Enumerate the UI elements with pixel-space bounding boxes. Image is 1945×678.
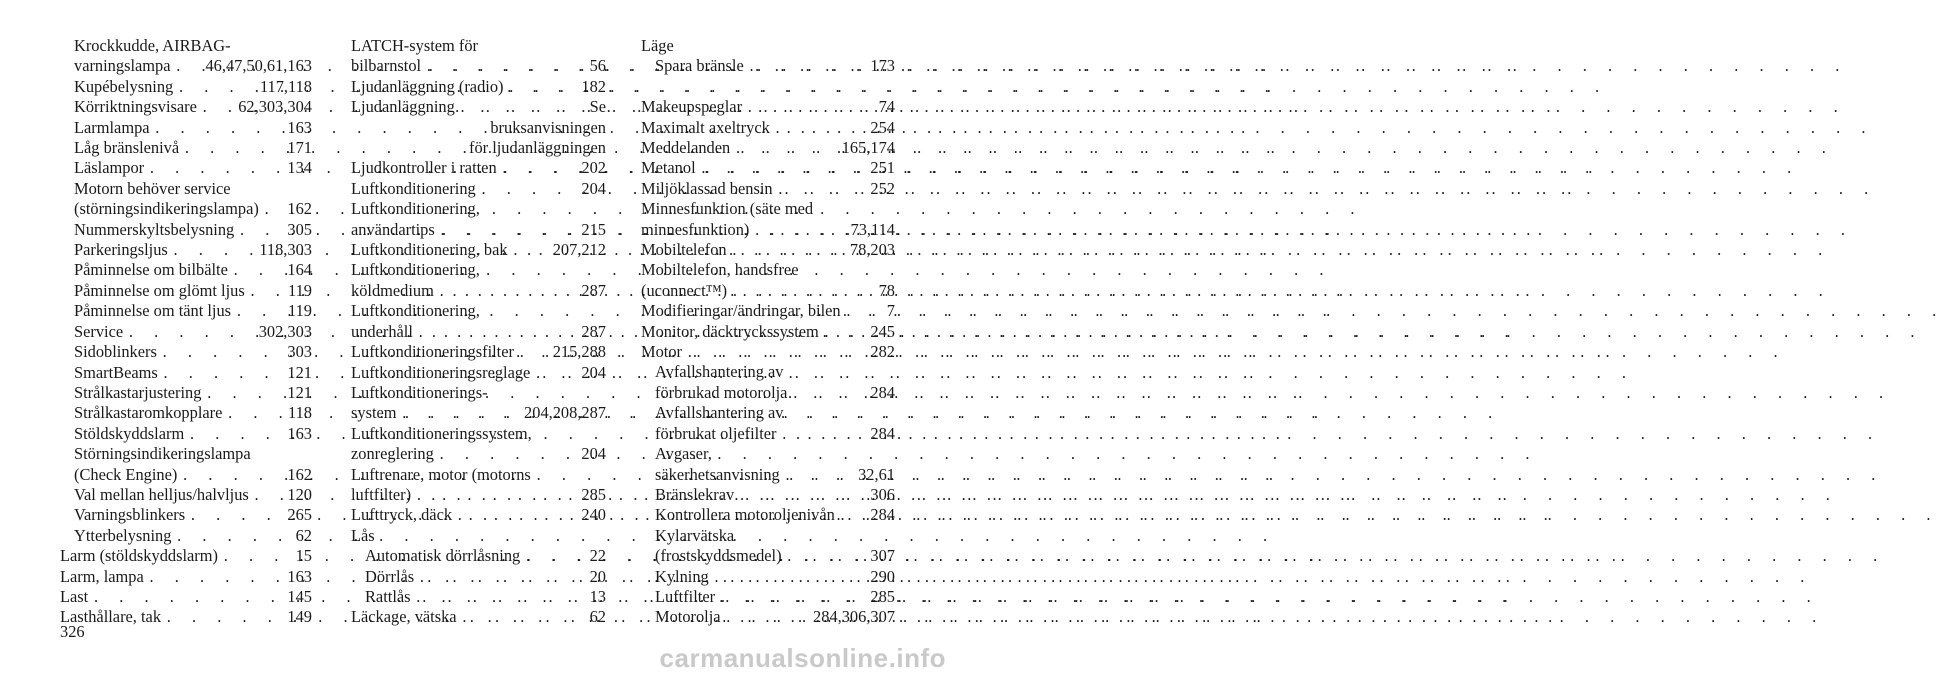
index-term: bilbarnstol [351, 56, 422, 76]
index-entry [60, 56, 312, 76]
index-entry [641, 342, 895, 362]
index-entry [641, 383, 895, 403]
index-page-refs: 165,174 [841, 138, 895, 158]
index-page-refs: 307 [870, 546, 895, 566]
dot-leader [749, 220, 846, 240]
dot-leader [730, 138, 838, 158]
index-term: Lasthållare, tak [60, 607, 162, 627]
index-term: Läckage, vätska [351, 607, 457, 627]
index-term: Påminnelse om glömt ljus [74, 280, 245, 300]
index-column-3 [641, 36, 895, 628]
index-term: Strålkastaromkopplare [74, 403, 223, 423]
dot-leader [721, 607, 809, 627]
index-term: varningslampa [74, 56, 171, 76]
dot-leader [777, 424, 867, 444]
index-page-refs: 302,303 [258, 321, 312, 341]
index-page-refs: 13 [589, 586, 606, 606]
dot-leader [413, 322, 578, 342]
index-page-refs: 204 [581, 178, 606, 198]
index-term: Luftfilter [655, 586, 716, 606]
index-continuation-right: för ljudanläggningen [468, 138, 606, 158]
index-entry [60, 587, 312, 607]
index-entry [351, 587, 606, 607]
dot-leader [158, 363, 284, 383]
index-entry [60, 322, 312, 342]
index-heading-line: Störningsindikeringslampa [74, 444, 251, 464]
index-page-refs: 287 [581, 321, 606, 341]
index-page-refs: 162 [287, 464, 312, 484]
index-entry [641, 179, 895, 199]
dot-leader [819, 322, 867, 342]
index-entry [60, 383, 312, 403]
index-heading-line: LATCH-system för [351, 36, 479, 55]
index-heading-line: Lås [351, 525, 375, 545]
dot-leader [514, 342, 549, 362]
index-page-refs: 284,306,307 [813, 607, 895, 627]
index-term: Larm (stöldskyddslarm) [60, 546, 218, 566]
index-column-2 [351, 36, 606, 628]
index-term: Lufttryck, däck [351, 505, 453, 525]
dot-leader [709, 567, 867, 587]
dot-leader [497, 158, 578, 178]
index-page-refs: 285 [870, 586, 895, 606]
index-page-refs: 119 [288, 280, 312, 300]
index-entry [641, 485, 895, 505]
index-term: Automatisk dörrlåsning [365, 546, 521, 566]
index-term: Monitor, däcktryckssystem [641, 321, 819, 341]
index-page-refs: 118 [288, 403, 312, 423]
index-entry [641, 281, 895, 301]
dot-leader [520, 546, 585, 566]
index-page-refs: 78,203 [849, 240, 895, 260]
index-page-refs: 163 [287, 423, 312, 443]
index-term: förbrukad motorolja [655, 382, 788, 402]
index-page-refs: 162 [287, 199, 312, 219]
index-entry [351, 505, 606, 525]
index-term: Luftkonditionering, bak [351, 240, 508, 260]
index-heading-line: Luftkonditionering, [351, 260, 480, 280]
index-term: Ljudanläggning (radio) [351, 76, 504, 96]
index-page-refs: 62,303,304 [238, 97, 312, 117]
index-page-refs: 118,303 [259, 240, 312, 260]
index-term: Dörrlås [365, 566, 415, 586]
index-entry [60, 158, 312, 178]
index-entry [60, 281, 312, 301]
dot-leader [414, 567, 585, 587]
dot-leader [185, 505, 283, 525]
index-page-refs: 119 [288, 301, 312, 321]
dot-leader [171, 56, 202, 76]
index-page-refs: 240 [581, 505, 606, 525]
index-term: Luftkonditionering [351, 178, 476, 198]
dot-leader [787, 383, 866, 403]
index-continuation-right: bruksanvisningen [490, 117, 606, 137]
index-entry [351, 281, 606, 301]
index-term: Modifieringar/ändringar, bilen [641, 301, 841, 321]
index-term: Påminnelse om bilbälte [74, 260, 228, 280]
dot-leader [197, 97, 234, 117]
index-page-refs: 202 [581, 158, 606, 178]
index-entry [351, 97, 606, 117]
index-entry [351, 403, 606, 423]
index-term: (störningsindikeringslampa) [74, 199, 259, 219]
index-entry [60, 260, 312, 280]
index-heading-line: Avgaser, [655, 444, 712, 464]
index-heading-line: Motorn behöver service [74, 178, 231, 198]
index-entry [641, 607, 895, 627]
index-heading-line: Luftrenare, motor (motorns [351, 464, 531, 484]
index-heading-line: Luftkonditioneringssystem, [351, 423, 532, 443]
dot-leader [841, 301, 883, 321]
index-page-refs: 62 [295, 525, 312, 545]
index-page-refs: 121 [287, 382, 312, 402]
index-term: Rattlås [365, 586, 411, 606]
dot-leader [782, 546, 867, 566]
index-page-refs: 305 [287, 219, 312, 239]
index-entry [351, 607, 606, 627]
index-term: Ljudkontroller i ratten [351, 158, 497, 178]
index-page-refs: 117,118 [259, 76, 312, 96]
index-entry [60, 363, 312, 383]
index-page-refs: 56 [589, 56, 606, 76]
index-term: Bränslekrav [655, 484, 735, 504]
dot-leader [177, 465, 283, 485]
dot-leader [727, 240, 846, 260]
index-term: Strålkastarjustering [74, 382, 202, 402]
index-page-refs: 74 [878, 97, 895, 117]
index-term: Service [74, 321, 124, 341]
index-page-refs: 7 [886, 301, 895, 321]
index-entry [641, 505, 895, 525]
index-page-refs: 145 [287, 586, 312, 606]
index-term: Parkeringsljus [74, 240, 168, 260]
dot-leader [144, 158, 283, 178]
dot-leader [411, 485, 577, 505]
index-entry [60, 118, 312, 138]
page-number: 326 [60, 622, 85, 641]
index-entry [60, 403, 312, 423]
index-page-refs: 282 [870, 342, 895, 362]
index-term: Meddelanden [641, 138, 731, 158]
dot-leader [696, 158, 867, 178]
index-term: Läslampor [74, 158, 145, 178]
index-page-refs: 215,288 [552, 342, 606, 362]
index-term: Larmlampa [74, 117, 150, 137]
index-entry [60, 240, 312, 260]
index-term: (Check Engine) [74, 464, 178, 484]
index-page-refs: 20 [589, 566, 606, 586]
index-entry [351, 546, 606, 566]
dot-leader [434, 444, 578, 464]
index-page-refs: 164 [287, 260, 312, 280]
index-term: Luftkonditioneringsreglage [351, 362, 531, 382]
dot-leader [508, 240, 549, 260]
dot-leader [715, 587, 866, 607]
index-page-refs: 78 [878, 280, 895, 300]
index-entry [60, 567, 312, 587]
index-entry [60, 138, 312, 158]
index-term: luftfilter) [351, 484, 412, 504]
index-entry [60, 485, 312, 505]
index-entry [351, 77, 606, 97]
index-spacer [641, 77, 895, 97]
index-entry [60, 97, 312, 117]
index-entry [641, 301, 895, 321]
dot-leader [245, 281, 284, 301]
index-page-refs: 134 [287, 158, 312, 178]
dot-leader [773, 179, 867, 199]
dot-leader [744, 56, 867, 76]
index-page-refs: 46,47,50,61,163 [205, 56, 312, 76]
index-term: Kylning [655, 566, 709, 586]
index-page-refs: 73,114 [850, 219, 895, 239]
index-term: Nummerskyltsbelysning [74, 219, 235, 239]
index-entry [641, 158, 895, 178]
dot-leader [742, 97, 875, 117]
index-term: Låg bränslenivå [74, 138, 180, 158]
index-page-refs: 215 [581, 219, 606, 239]
index-entry [60, 77, 312, 97]
index-page-refs: 173 [870, 56, 895, 76]
dot-leader [179, 138, 283, 158]
index-heading-line: Avfallshantering av [655, 362, 784, 382]
index-page-refs: 252 [870, 178, 895, 198]
dot-leader [234, 220, 283, 240]
index-entry [351, 220, 606, 240]
index-entry [60, 505, 312, 525]
index-term: Körriktningsvisare [74, 97, 197, 117]
dot-leader [171, 526, 291, 546]
index-term: säkerhetsanvisning [655, 464, 780, 484]
index-entry [351, 240, 606, 260]
index-page-refs: 254 [870, 117, 895, 137]
dot-leader [168, 240, 256, 260]
dot-leader [411, 587, 586, 607]
index-entry [60, 342, 312, 362]
index-term: (uconnect™) [641, 280, 728, 300]
index-term: underhåll [351, 321, 413, 341]
index-term: (frostskyddsmedel) [655, 546, 782, 566]
index-entry [641, 546, 895, 566]
index-term: Motorolja [655, 607, 721, 627]
index-entry [641, 220, 895, 240]
index-page-refs: 22 [589, 546, 606, 566]
index-term: SmartBeams [74, 362, 158, 382]
index-entry [641, 118, 895, 138]
index-term: Motor [641, 342, 682, 362]
index-heading-line: Läge [641, 36, 674, 55]
dot-leader [259, 199, 284, 219]
index-term: zonreglering [351, 444, 434, 464]
index-term: Ytterbelysning [74, 525, 172, 545]
index-page-refs: 284 [870, 505, 895, 525]
index-page-refs: 285 [581, 484, 606, 504]
dot-leader [157, 342, 284, 362]
index-term: Spara bränsle [655, 56, 744, 76]
dot-leader [530, 363, 577, 383]
index-heading-line: Luftkonditionering, [351, 199, 480, 219]
index-page-refs: 290 [870, 566, 895, 586]
index-term: Last [60, 586, 89, 606]
dot-leader [452, 505, 577, 525]
index-page-refs: 245 [870, 321, 895, 341]
index-page-refs: 303 [287, 342, 312, 362]
index-heading-line: Luftkonditionering, [351, 301, 480, 321]
index-entry [351, 179, 606, 199]
index-page-refs: 171 [287, 138, 312, 158]
index-entry [60, 220, 312, 240]
index-page-refs: 15 [295, 546, 312, 566]
index-entry [641, 56, 895, 76]
dot-leader [682, 342, 866, 362]
index-page-refs: 120 [287, 484, 312, 504]
dot-leader [150, 118, 284, 138]
index-entry [60, 546, 312, 566]
index-term: Luftkonditioneringsfilter [351, 342, 514, 362]
dot-leader [727, 281, 874, 301]
index-entry [641, 322, 895, 342]
index-term: Kontrollera motoroljenivån [655, 505, 835, 525]
index-entry [641, 567, 895, 587]
index-entry [351, 363, 606, 383]
index-page-refs: 284 [870, 423, 895, 443]
index-heading-line: Luftkonditionerings- [351, 382, 488, 402]
index-page-refs: 182 [581, 76, 606, 96]
dot-leader [734, 485, 866, 505]
index-page-refs: 204 [581, 362, 606, 382]
index-page-refs: 163 [287, 117, 312, 137]
dot-leader [173, 77, 256, 97]
index-page-refs: 207,212 [552, 240, 606, 260]
index-entry [60, 526, 312, 546]
dot-leader [397, 403, 521, 423]
index-term: minnesfunktion) [641, 219, 750, 239]
dot-leader [249, 485, 284, 505]
dot-leader [123, 322, 255, 342]
index-heading-line: Avfallshantering av [655, 403, 784, 423]
dot-leader [770, 118, 867, 138]
index-term: Miljöklassad bensin [641, 178, 773, 198]
index-entry [351, 322, 606, 342]
index-entry [641, 424, 895, 444]
index-entry [641, 240, 895, 260]
index-heading-line: Mobiltelefon, handsfree [641, 260, 799, 280]
index-term: Metanol [641, 158, 696, 178]
index-entry [351, 56, 606, 76]
dot-leader [835, 505, 867, 525]
index-term: Makeupspeglar [641, 97, 743, 117]
index-heading-line: Krockkudde, AIRBAG- [74, 36, 231, 55]
index-term: Maximalt axeltryck [641, 117, 770, 137]
index-term: Stöldskyddslarm [74, 423, 185, 443]
dot-leader [503, 77, 577, 97]
dot-leader [421, 56, 586, 76]
index-page-refs: 163 [287, 566, 312, 586]
dot-leader [476, 179, 578, 199]
index-entry [60, 424, 312, 444]
index-entry [641, 138, 895, 158]
dot-leader [184, 424, 283, 444]
index-term: Val mellan helljus/halvljus [74, 484, 249, 504]
index-page-refs: Se [589, 97, 606, 117]
dot-leader [228, 260, 284, 280]
index-entry [351, 342, 606, 362]
index-term: köldmedium [351, 280, 434, 300]
index-entry [641, 465, 895, 485]
index-term: Sidoblinkers [74, 342, 157, 362]
index-term: system [351, 403, 397, 423]
index-page-refs: 251 [870, 158, 895, 178]
index-term: Påminnelse om tänt ljus [74, 301, 232, 321]
dot-leader [222, 403, 284, 423]
index-entry [60, 301, 312, 321]
index-term: användartips [351, 219, 435, 239]
index-entry [60, 465, 312, 485]
dot-leader [161, 607, 283, 627]
index-page-refs: 62 [589, 607, 606, 627]
dot-leader [457, 607, 586, 627]
index-entry [60, 607, 312, 627]
watermark-logo: carmanualsonline.info [659, 643, 946, 673]
dot-leader [144, 567, 284, 587]
index-entry [351, 158, 606, 178]
index-term: Ljudanläggning [351, 97, 455, 117]
index-entry [351, 485, 606, 505]
dot-leader [218, 546, 292, 566]
index-page-refs: 121 [287, 362, 312, 382]
index-page-refs: 32,61 [858, 464, 895, 484]
index-page-refs: 287 [581, 280, 606, 300]
index-term: Kupébelysning [74, 76, 174, 96]
index-heading-line: Kylarvätska [655, 525, 735, 545]
index-page-refs: 284 [870, 382, 895, 402]
index-entry [60, 199, 312, 219]
index-entry [641, 587, 895, 607]
index-entry [351, 444, 606, 464]
dot-leader [455, 97, 586, 117]
dot-leader [201, 383, 283, 403]
dot-leader [88, 587, 283, 607]
dot-leader [780, 465, 854, 485]
index-term: förbrukat oljefilter [655, 423, 777, 443]
dot-leader [231, 301, 284, 321]
index-entry [351, 567, 606, 587]
index-page-refs: 204 [581, 444, 606, 464]
index-column-1 [60, 36, 312, 628]
index-term: Varningsblinkers [74, 505, 186, 525]
dot-leader [435, 220, 578, 240]
index-entry [641, 97, 895, 117]
index-term: Larm, lampa [60, 566, 144, 586]
index-page-refs: 265 [287, 505, 312, 525]
index-page-refs: 149 [287, 607, 312, 627]
index-term: Mobiltelefon [641, 240, 727, 260]
index-page-refs: 204,208,287 [524, 403, 606, 423]
index-page-refs: 306 [870, 484, 895, 504]
dot-leader [434, 281, 578, 301]
index-heading-line: Minnesfunktion (säte med [641, 199, 814, 219]
